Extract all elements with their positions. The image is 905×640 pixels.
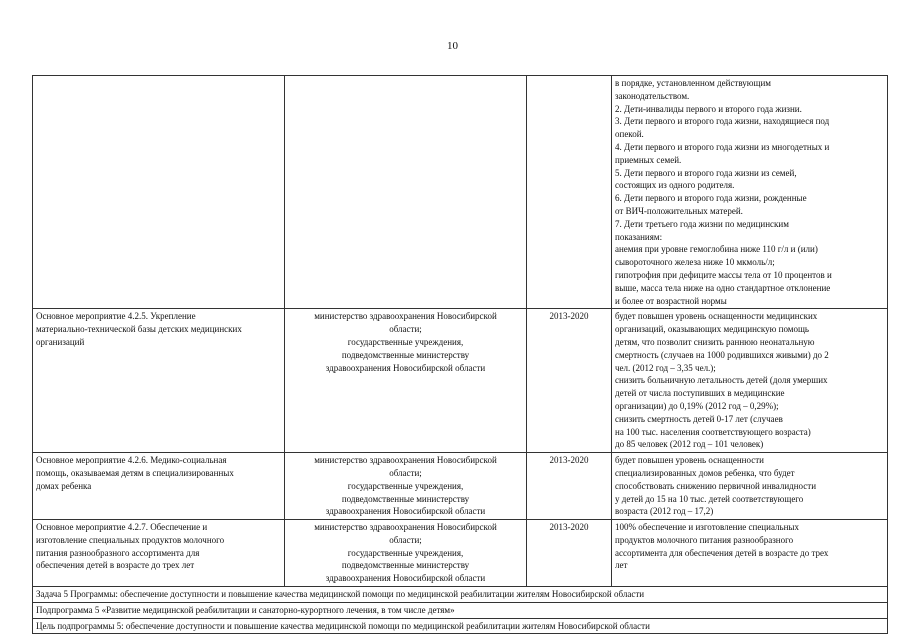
- text-line: министерство здравоохранения Новосибирской: [314, 311, 497, 322]
- text-line: сывороточного железа ниже 10 мкмоль/л;: [615, 257, 775, 268]
- text-line: Основное мероприятие 4.2.7. Обеспечение и: [36, 522, 208, 533]
- text-line: специализированных домов ребенка, что будет: [615, 467, 795, 478]
- text-line: ассортимента для обеспечения детей в возрасте до трех: [615, 547, 829, 558]
- term-cell: 2013-2020: [527, 520, 612, 587]
- measures-table: [32, 75, 888, 634]
- text-line: выше, масса тела ниже на одно стандартное отклонение: [615, 282, 831, 293]
- text-line: будет повышен уровень оснащенности медицинских: [615, 311, 818, 322]
- text-line: домах ребенка: [36, 480, 92, 491]
- text-line: государственные учреждения,: [347, 547, 464, 558]
- text-line: законодательством.: [615, 90, 690, 101]
- executor-cell: [285, 76, 527, 309]
- text-line: организаций, оказывающих медицинскую помощь: [615, 324, 810, 335]
- text-line: гипотрофия при дефиците массы тела от 10 процентов и: [615, 269, 832, 280]
- text-line: обеспечения детей в возрасте до трех лет: [36, 560, 195, 571]
- text-line: приемных семей.: [615, 154, 682, 165]
- text-line: 5. Дети первого и второго года жизни из семей,: [615, 167, 797, 178]
- text-line: организации) до 0,19% (2012 год – 0,29%);: [615, 400, 779, 411]
- text-line: опекой.: [615, 129, 644, 140]
- page-number: 10: [447, 40, 458, 52]
- text-line: лет: [615, 560, 628, 571]
- text-line: детям, что позволит снизить раннюю неонатальную: [615, 336, 815, 347]
- executor-cell: [285, 520, 527, 587]
- result-cell: [612, 76, 888, 309]
- text-line: показаниям:: [615, 231, 663, 242]
- result-cell: [612, 520, 888, 587]
- text-line: подведомственные министерству: [341, 560, 470, 571]
- event-cell: [33, 520, 285, 587]
- text-line: здравоохранения Новосибирской области: [325, 573, 486, 584]
- result-cell: [612, 453, 888, 520]
- text-line: 4. Дети первого и второго года жизни из многодетных и: [615, 141, 830, 152]
- result-cell: [612, 309, 888, 453]
- text-line: 6. Дети первого и второго года жизни, рожденные: [615, 193, 807, 204]
- text-line: 100% обеспечение и изготовление специальных: [615, 522, 799, 533]
- term-cell: 2013-2020: [527, 309, 612, 453]
- term-cell: [527, 76, 612, 309]
- text-line: подведомственные министерству: [341, 349, 470, 360]
- table-row-continuation: [33, 76, 888, 309]
- text-line: подведомственные министерству: [341, 493, 470, 504]
- text-line: смертность (случаев на 1000 родившихся живыми) до 2: [615, 349, 829, 360]
- text-line: государственные учреждения,: [347, 336, 464, 347]
- text-line: здравоохранения Новосибирской области: [325, 362, 486, 373]
- goal-row-text: Цель подпрограммы 5: обеспечение доступности и повышение качества медицинской помощи по медицинской реабилитации жителям Новосибирской области: [33, 618, 888, 634]
- text-line: Основное мероприятие 4.2.6. Медико-социальная: [36, 455, 227, 466]
- text-line: 2. Дети-инвалиды первого и второго года жизни.: [615, 103, 802, 114]
- text-line: материально-технической базы детских медицинских: [36, 324, 242, 335]
- text-line: области;: [389, 534, 422, 545]
- text-line: организаций: [36, 336, 85, 347]
- text-line: у детей до 15 на 10 тыс. детей соответствующего: [615, 493, 804, 504]
- event-cell: [33, 309, 285, 453]
- text-line: продуктов молочного питания разнообразного: [615, 534, 794, 545]
- executor-cell: [285, 453, 527, 520]
- text-line: здравоохранения Новосибирской области: [325, 506, 486, 517]
- text-line: детей от числа поступивших в медицинские: [615, 388, 785, 399]
- text-line: министерство здравоохранения Новосибирской: [314, 522, 497, 533]
- text-line: области;: [389, 324, 422, 335]
- text-line: 7. Дети третьего года жизни по медицинским: [615, 218, 789, 229]
- text-line: снизить больничную летальность детей (доля умерших: [615, 375, 828, 386]
- table-row-task: [33, 587, 888, 603]
- task-row-text: Задача 5 Программы: обеспечение доступности и повышение качества медицинской помощи по медицинской реабилитации жителям Новосибирской области: [33, 587, 888, 603]
- text-line: состоящих из одного родителя.: [615, 180, 735, 191]
- executor-cell: [285, 309, 527, 453]
- text-line: возраста (2012 год – 17,2): [615, 506, 714, 517]
- table-row-subprogram: [33, 602, 888, 618]
- text-line: в порядке, установленном действующим: [615, 78, 771, 88]
- text-line: на 100 тыс. населения соответствующего возраста): [615, 426, 811, 437]
- table-row: [33, 520, 888, 587]
- table-row-goal: [33, 618, 888, 634]
- table-row: [33, 309, 888, 453]
- text-line: от ВИЧ-положительных матерей.: [615, 205, 743, 216]
- text-line: питания разнообразного ассортимента для: [36, 547, 200, 558]
- text-line: государственные учреждения,: [347, 480, 464, 491]
- event-cell: [33, 76, 285, 309]
- text-line: до 85 человек (2012 год – 101 человек): [615, 439, 764, 450]
- text-line: снизить смертность детей 0-17 лет (случаев: [615, 413, 783, 424]
- text-line: анемия при уровне гемоглобина ниже 110 г/л и (или): [615, 244, 818, 255]
- text-line: области;: [389, 467, 422, 478]
- table-row: [33, 453, 888, 520]
- text-line: Основное мероприятие 4.2.5. Укрепление: [36, 311, 196, 322]
- subprogram-row-text: Подпрограмма 5 «Развитие медицинской реабилитации и санаторно-курортного лечения, в том числе детям»: [33, 602, 888, 618]
- text-line: помощь, оказываемая детям в специализированных: [36, 467, 234, 478]
- text-line: 3. Дети первого и второго года жизни, находящиеся под: [615, 116, 830, 127]
- text-line: будет повышен уровень оснащенности: [615, 455, 764, 466]
- text-line: министерство здравоохранения Новосибирской: [314, 455, 497, 466]
- text-line: и более от возрастной нормы: [615, 295, 727, 306]
- text-line: способствовать снижению первичной инвалидности: [615, 480, 817, 491]
- text-line: изготовление специальных продуктов молочного: [36, 534, 225, 545]
- event-cell: [33, 453, 285, 520]
- term-cell: 2013-2020: [527, 453, 612, 520]
- text-line: чел. (2012 год – 3,35 чел.);: [615, 362, 716, 373]
